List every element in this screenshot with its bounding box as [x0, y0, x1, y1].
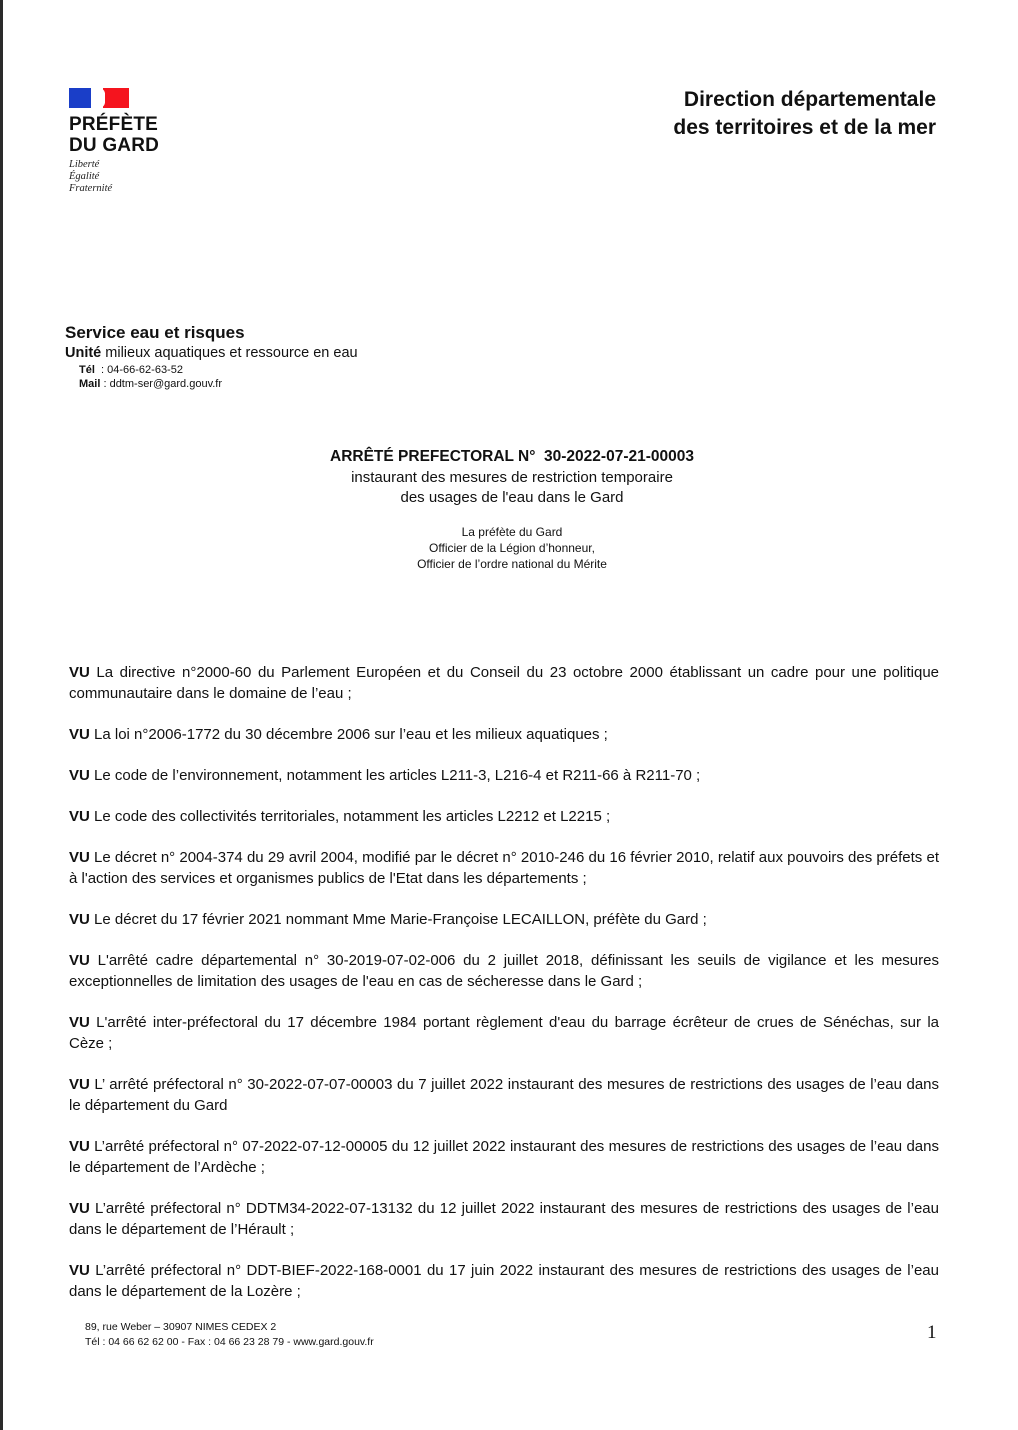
prefete-line-1: La préfète du Gard [461, 525, 563, 539]
vu-item [69, 1260, 939, 1302]
vu-label: VU [69, 911, 90, 928]
vu-item [69, 765, 939, 786]
vu-text: L’arrêté préfectoral n° DDT-BIEF-2022-168-0001 du 17 juin 2022 instaurant des mesures de restrictions des usages de l’eau dans le département de la Lozère ; [69, 1262, 939, 1300]
unit-line [65, 344, 358, 363]
vu-label: VU [69, 808, 90, 825]
vu-text: L’arrêté préfectoral n° DDTM34-2022-07-13132 du 12 juillet 2022 instaurant des mesures de restrictions des usages de l’eau dans le département de l’Hérault ; [69, 1200, 939, 1238]
vu-item [69, 1136, 939, 1178]
vu-label: VU [69, 1262, 90, 1279]
service-block [65, 322, 358, 391]
page-footer [85, 1320, 374, 1350]
vu-item [69, 950, 939, 992]
page-number: 1 [927, 1322, 937, 1343]
vu-text: Le décret n° 2004-374 du 29 avril 2004, modifié par le décret n° 2010-246 du 16 février 2010, relatif aux pouvoirs des préfets et à l'action des services et organismes publics de l'Etat dans les départements ; [69, 849, 939, 887]
mail-value: : ddtm-ser@gard.gouv.fr [100, 378, 223, 390]
vu-item [69, 1198, 939, 1240]
arrete-subtitle-line-2: des usages de l'eau dans le Gard [400, 489, 624, 506]
vu-label: VU [69, 1200, 90, 1217]
footer-address: 89, rue Weber – 30907 NIMES CEDEX 2 [85, 1321, 277, 1333]
prefete-line-3: Officier de l’ordre national du Mérite [417, 557, 607, 571]
direction-line-2: des territoires et de la mer [673, 116, 936, 139]
arrete-heading [3, 446, 1018, 572]
prefecture-logo [69, 88, 189, 195]
arrete-subtitle-line-1: instaurant des mesures de restriction temporaire [351, 469, 673, 486]
logo-title-line-2: DU GARD [69, 135, 160, 156]
prefete-titles [3, 524, 1018, 572]
marianne-flag-icon [69, 88, 129, 108]
vu-text: Le code de l’environnement, notamment les articles L211-3, L216-4 et R211-66 à R211-70 ; [89, 767, 701, 784]
vu-text: Le code des collectivités territoriales, notamment les articles L2212 et L2215 ; [89, 808, 611, 825]
considerants-list [69, 662, 939, 1322]
direction-heading [673, 86, 936, 142]
footer-contact: Tél : 04 66 62 62 00 - Fax : 04 66 23 28 79 - www.gard.gouv.fr [85, 1336, 374, 1348]
unit-text: milieux aquatiques et ressource en eau [101, 345, 358, 361]
vu-label: VU [69, 952, 90, 969]
republic-motto [69, 159, 189, 195]
document-page [3, 0, 1018, 1430]
tel-label: Tél [79, 364, 95, 376]
vu-item [69, 1074, 939, 1116]
logo-title [69, 114, 189, 156]
tel-line [65, 363, 358, 377]
vu-label: VU [69, 1076, 90, 1093]
mail-label: Mail [79, 378, 101, 390]
vu-text: La loi n°2006-1772 du 30 décembre 2006 sur l’eau et les milieux aquatiques ; [89, 726, 608, 743]
vu-text: L’arrêté préfectoral n° 07-2022-07-12-00005 du 12 juillet 2022 instaurant des mesures de restrictions des usages de l’eau dans le département de l’Ardèche ; [69, 1138, 939, 1176]
vu-item [69, 806, 939, 827]
vu-text: L'arrêté inter-préfectoral du 17 décembre 1984 portant règlement d'eau du barrage écrêteur de crues de Sénéchas, sur la Cèze ; [69, 1014, 939, 1052]
service-name: Service eau et risques [65, 323, 245, 342]
mail-line [65, 377, 358, 391]
motto-fraternite: Fraternité [69, 183, 113, 194]
unit-label: Unité [65, 345, 102, 361]
vu-item [69, 1012, 939, 1054]
vu-text: Le décret du 17 février 2021 nommant Mme Marie-Françoise LECAILLON, préfète du Gard ; [89, 911, 707, 928]
vu-text: La directive n°2000-60 du Parlement Européen et du Conseil du 23 octobre 2000 établissant un cadre pour une politique communautaire dans le domaine de l’eau ; [69, 664, 939, 702]
motto-egalite: Égalité [69, 171, 100, 182]
vu-item [69, 909, 939, 930]
direction-line-1: Direction départementale [683, 88, 936, 111]
logo-title-line-1: PRÉFÈTE [69, 114, 159, 135]
vu-label: VU [69, 849, 90, 866]
vu-label: VU [69, 726, 90, 743]
vu-label: VU [69, 1138, 90, 1155]
tel-value: : 04-66-62-63-52 [94, 364, 183, 376]
vu-text: L’ arrêté préfectoral n° 30-2022-07-07-00003 du 7 juillet 2022 instaurant des mesures de restrictions des usages de l’eau dans le département du Gard [69, 1076, 939, 1114]
motto-liberte: Liberté [69, 159, 100, 170]
vu-label: VU [69, 664, 90, 681]
vu-label: VU [69, 767, 90, 784]
vu-text: L'arrêté cadre départemental n° 30-2019-07-02-006 du 2 juillet 2018, définissant les seuils de vigilance et les mesures exceptionnelles de limitation des usages de l'eau en cas de sécheresse dans le Gard ; [69, 952, 939, 990]
arrete-title: ARRÊTÉ PREFECTORAL N° 30-2022-07-21-00003 [330, 448, 694, 465]
vu-label: VU [69, 1014, 90, 1031]
vu-item [69, 847, 939, 889]
prefete-line-2: Officier de la Légion d’honneur, [429, 541, 595, 555]
vu-item [69, 724, 939, 745]
vu-item [69, 662, 939, 704]
